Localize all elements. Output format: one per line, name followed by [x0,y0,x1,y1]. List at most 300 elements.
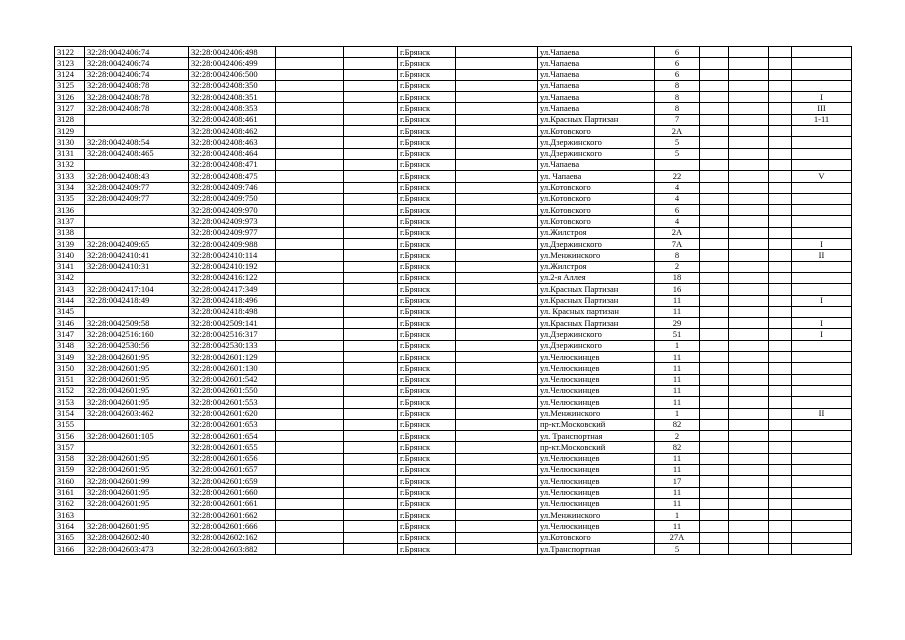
col-7-cell [456,159,538,170]
object-cadastral-number-cell: 32:28:0042418:496 [189,295,276,306]
col-4-cell [276,318,344,329]
table-row [55,329,852,340]
house-number-cell: 7 [655,114,700,125]
col-7-cell [456,521,538,532]
city-cell: г.Брянск [398,148,456,159]
city-cell: г.Брянск [398,385,456,396]
table-row [55,92,852,103]
table-row [55,69,852,80]
street-cell: ул.Красных Партизан [538,318,655,329]
col-5-cell [344,306,398,317]
object-cadastral-number-cell: 32:28:0042406:500 [189,69,276,80]
col-5-cell [344,318,398,329]
street-cell: ул.Котовского [538,216,655,227]
table-row [55,340,852,351]
unit-number-cell [792,80,852,91]
unit-number-cell: I [792,318,852,329]
col-10-cell [700,193,729,204]
street-cell: ул.Жилстроя [538,227,655,238]
street-cell: ул. Красных партизан [538,306,655,317]
col-7-cell [456,137,538,148]
house-number-cell: 6 [655,69,700,80]
row-number-cell: 3137 [55,216,85,227]
col-11-cell [729,295,769,306]
col-7-cell [456,476,538,487]
col-12-cell [769,408,792,419]
col-10-cell [700,408,729,419]
object-cadastral-number-cell: 32:28:0042601:656 [189,453,276,464]
city-cell: г.Брянск [398,137,456,148]
col-4-cell [276,340,344,351]
house-number-cell: 11 [655,385,700,396]
col-5-cell [344,352,398,363]
col-10-cell [700,510,729,521]
object-cadastral-number-cell: 32:28:0042418:498 [189,306,276,317]
street-cell: ул.Дзержинского [538,137,655,148]
col-10-cell [700,498,729,509]
row-number-cell: 3145 [55,306,85,317]
house-number-cell: 8 [655,80,700,91]
unit-number-cell [792,261,852,272]
col-11-cell [729,487,769,498]
col-11-cell [729,544,769,555]
col-7-cell [456,171,538,182]
row-number-cell: 3155 [55,419,85,430]
col-11-cell [729,498,769,509]
col-7-cell [456,510,538,521]
table-row [55,487,852,498]
table-row [55,261,852,272]
col-10-cell [700,205,729,216]
col-7-cell [456,148,538,159]
parcel-cadastral-number-cell: 32:28:0042417:104 [85,284,189,295]
row-number-cell: 3157 [55,442,85,453]
col-5-cell [344,329,398,340]
table-row [55,419,852,430]
street-cell: ул.Котовского [538,182,655,193]
col-4-cell [276,216,344,227]
col-7-cell [456,182,538,193]
col-4-cell [276,159,344,170]
object-cadastral-number-cell: 32:28:0042409:977 [189,227,276,238]
col-12-cell [769,148,792,159]
col-12-cell [769,159,792,170]
unit-number-cell [792,476,852,487]
col-11-cell [729,453,769,464]
col-10-cell [700,431,729,442]
object-cadastral-number-cell: 32:28:0042602:162 [189,532,276,543]
col-11-cell [729,329,769,340]
unit-number-cell [792,521,852,532]
object-cadastral-number-cell: 32:28:0042408:351 [189,92,276,103]
street-cell: ул.Челюскинцев [538,385,655,396]
city-cell: г.Брянск [398,261,456,272]
table-row [55,318,852,329]
col-10-cell [700,487,729,498]
col-4-cell [276,385,344,396]
city-cell: г.Брянск [398,193,456,204]
city-cell: г.Брянск [398,453,456,464]
col-5-cell [344,544,398,555]
table-row [55,182,852,193]
unit-number-cell [792,442,852,453]
house-number-cell: 6 [655,47,700,58]
street-cell: ул.Челюскинцев [538,397,655,408]
col-10-cell [700,137,729,148]
col-4-cell [276,487,344,498]
parcel-cadastral-number-cell: 32:28:0042408:78 [85,92,189,103]
col-10-cell [700,159,729,170]
street-cell: ул.2-я Аллея [538,272,655,283]
house-number-cell: 11 [655,363,700,374]
row-number-cell: 3159 [55,464,85,475]
object-cadastral-number-cell: 32:28:0042601:659 [189,476,276,487]
city-cell: г.Брянск [398,250,456,261]
col-4-cell [276,137,344,148]
city-cell: г.Брянск [398,284,456,295]
col-4-cell [276,239,344,250]
col-5-cell [344,340,398,351]
table-row [55,80,852,91]
row-number-cell: 3154 [55,408,85,419]
col-7-cell [456,464,538,475]
row-number-cell: 3162 [55,498,85,509]
street-cell: пр-кт.Московский [538,442,655,453]
street-cell: ул.Чапаева [538,103,655,114]
col-7-cell [456,442,538,453]
table-row [55,453,852,464]
unit-number-cell [792,126,852,137]
col-4-cell [276,69,344,80]
table-row [55,532,852,543]
col-7-cell [456,363,538,374]
house-number-cell: 82 [655,442,700,453]
col-12-cell [769,284,792,295]
parcel-cadastral-number-cell [85,126,189,137]
col-11-cell [729,47,769,58]
unit-number-cell [792,193,852,204]
row-number-cell: 3152 [55,385,85,396]
col-4-cell [276,374,344,385]
col-4-cell [276,148,344,159]
parcel-cadastral-number-cell [85,216,189,227]
col-5-cell [344,92,398,103]
col-4-cell [276,272,344,283]
row-number-cell: 3130 [55,137,85,148]
col-12-cell [769,126,792,137]
object-cadastral-number-cell: 32:28:0042601:655 [189,442,276,453]
col-10-cell [700,363,729,374]
street-cell: ул.Челюскинцев [538,363,655,374]
col-12-cell [769,510,792,521]
col-12-cell [769,385,792,396]
row-number-cell: 3129 [55,126,85,137]
parcel-cadastral-number-cell: 32:28:0042509:58 [85,318,189,329]
house-number-cell: 2А [655,227,700,238]
col-10-cell [700,171,729,182]
property-register-table [54,46,852,555]
table-row [55,521,852,532]
unit-number-cell [792,284,852,295]
row-number-cell: 3135 [55,193,85,204]
col-12-cell [769,329,792,340]
col-4-cell [276,363,344,374]
house-number-cell: 8 [655,92,700,103]
col-5-cell [344,510,398,521]
house-number-cell: 1 [655,340,700,351]
row-number-cell: 3164 [55,521,85,532]
table-row [55,306,852,317]
street-cell: ул.Котовского [538,126,655,137]
col-7-cell [456,544,538,555]
col-4-cell [276,284,344,295]
col-7-cell [456,58,538,69]
col-11-cell [729,352,769,363]
city-cell: г.Брянск [398,442,456,453]
city-cell: г.Брянск [398,69,456,80]
street-cell: ул.Чапаева [538,69,655,80]
house-number-cell: 7А [655,239,700,250]
col-5-cell [344,476,398,487]
col-11-cell [729,205,769,216]
object-cadastral-number-cell: 32:28:0042601:666 [189,521,276,532]
street-cell: пр-кт.Московский [538,419,655,430]
house-number-cell: 11 [655,352,700,363]
table-row [55,227,852,238]
col-5-cell [344,216,398,227]
object-cadastral-number-cell: 32:28:0042409:973 [189,216,276,227]
table-row [55,126,852,137]
city-cell: г.Брянск [398,47,456,58]
col-4-cell [276,182,344,193]
house-number-cell: 4 [655,216,700,227]
col-11-cell [729,114,769,125]
unit-number-cell [792,182,852,193]
col-10-cell [700,306,729,317]
unit-number-cell [792,419,852,430]
house-number-cell: 11 [655,306,700,317]
unit-number-cell [792,510,852,521]
col-5-cell [344,532,398,543]
col-5-cell [344,397,398,408]
table-row [55,171,852,182]
row-number-cell: 3147 [55,329,85,340]
parcel-cadastral-number-cell: 32:28:0042601:95 [85,453,189,464]
col-5-cell [344,250,398,261]
street-cell: ул.Котовского [538,193,655,204]
street-cell: ул.Челюскинцев [538,521,655,532]
street-cell: ул. Чапаева [538,171,655,182]
col-11-cell [729,148,769,159]
table-row [55,284,852,295]
city-cell: г.Брянск [398,329,456,340]
city-cell: г.Брянск [398,363,456,374]
row-number-cell: 3131 [55,148,85,159]
col-5-cell [344,521,398,532]
col-11-cell [729,374,769,385]
house-number-cell: 11 [655,295,700,306]
city-cell: г.Брянск [398,92,456,103]
row-number-cell: 3136 [55,205,85,216]
parcel-cadastral-number-cell: 32:28:0042408:43 [85,171,189,182]
house-number-cell: 11 [655,374,700,385]
col-11-cell [729,103,769,114]
object-cadastral-number-cell: 32:28:0042601:620 [189,408,276,419]
col-12-cell [769,521,792,532]
col-12-cell [769,442,792,453]
street-cell: ул.Красных Партизан [538,114,655,125]
col-4-cell [276,261,344,272]
col-11-cell [729,318,769,329]
col-12-cell [769,453,792,464]
col-5-cell [344,171,398,182]
street-cell: ул.Красных Партизан [538,295,655,306]
house-number-cell: 4 [655,182,700,193]
unit-number-cell: I [792,239,852,250]
col-7-cell [456,126,538,137]
col-7-cell [456,498,538,509]
object-cadastral-number-cell: 32:28:0042408:353 [189,103,276,114]
col-11-cell [729,532,769,543]
table-row [55,295,852,306]
col-4-cell [276,171,344,182]
col-10-cell [700,476,729,487]
col-5-cell [344,227,398,238]
object-cadastral-number-cell: 32:28:0042409:988 [189,239,276,250]
unit-number-cell [792,352,852,363]
row-number-cell: 3153 [55,397,85,408]
table-row [55,498,852,509]
col-12-cell [769,544,792,555]
table-row [55,476,852,487]
col-11-cell [729,431,769,442]
col-11-cell [729,397,769,408]
house-number-cell: 8 [655,103,700,114]
col-7-cell [456,419,538,430]
object-cadastral-number-cell: 32:28:0042410:192 [189,261,276,272]
col-12-cell [769,227,792,238]
unit-number-cell [792,498,852,509]
unit-number-cell: I [792,295,852,306]
street-cell: ул.Челюскинцев [538,498,655,509]
col-7-cell [456,306,538,317]
col-11-cell [729,58,769,69]
col-12-cell [769,114,792,125]
parcel-cadastral-number-cell: 32:28:0042603:462 [85,408,189,419]
col-10-cell [700,532,729,543]
city-cell: г.Брянск [398,476,456,487]
col-11-cell [729,216,769,227]
house-number-cell: 11 [655,397,700,408]
parcel-cadastral-number-cell: 32:28:0042601:105 [85,431,189,442]
city-cell: г.Брянск [398,464,456,475]
col-5-cell [344,295,398,306]
parcel-cadastral-number-cell: 32:28:0042409:77 [85,182,189,193]
parcel-cadastral-number-cell: 32:28:0042409:65 [85,239,189,250]
col-4-cell [276,47,344,58]
object-cadastral-number-cell: 32:28:0042601:653 [189,419,276,430]
col-11-cell [729,126,769,137]
table-row [55,272,852,283]
col-7-cell [456,385,538,396]
col-4-cell [276,442,344,453]
table-row [55,510,852,521]
col-12-cell [769,295,792,306]
col-12-cell [769,80,792,91]
city-cell: г.Брянск [398,521,456,532]
col-11-cell [729,80,769,91]
col-5-cell [344,284,398,295]
col-11-cell [729,521,769,532]
col-12-cell [769,340,792,351]
row-number-cell: 3161 [55,487,85,498]
col-11-cell [729,227,769,238]
col-7-cell [456,69,538,80]
col-11-cell [729,442,769,453]
street-cell: ул.Чапаева [538,159,655,170]
object-cadastral-number-cell: 32:28:0042601:662 [189,510,276,521]
unit-number-cell [792,159,852,170]
col-4-cell [276,464,344,475]
col-12-cell [769,193,792,204]
parcel-cadastral-number-cell: 32:28:0042601:95 [85,487,189,498]
col-12-cell [769,103,792,114]
parcel-cadastral-number-cell [85,306,189,317]
parcel-cadastral-number-cell: 32:28:0042602:40 [85,532,189,543]
row-number-cell: 3138 [55,227,85,238]
col-11-cell [729,464,769,475]
city-cell: г.Брянск [398,295,456,306]
street-cell: ул.Челюскинцев [538,374,655,385]
col-5-cell [344,159,398,170]
object-cadastral-number-cell: 32:28:0042601:130 [189,363,276,374]
unit-number-cell [792,227,852,238]
house-number-cell: 11 [655,498,700,509]
house-number-cell: 11 [655,453,700,464]
unit-number-cell: I [792,329,852,340]
table-row [55,47,852,58]
col-5-cell [344,137,398,148]
table-row [55,442,852,453]
city-cell: г.Брянск [398,216,456,227]
col-12-cell [769,464,792,475]
col-12-cell [769,476,792,487]
parcel-cadastral-number-cell [85,510,189,521]
col-7-cell [456,487,538,498]
col-5-cell [344,363,398,374]
parcel-cadastral-number-cell: 32:28:0042601:95 [85,521,189,532]
col-4-cell [276,476,344,487]
row-number-cell: 3133 [55,171,85,182]
parcel-cadastral-number-cell: 32:28:0042516:160 [85,329,189,340]
col-10-cell [700,216,729,227]
city-cell: г.Брянск [398,159,456,170]
table-row [55,464,852,475]
parcel-cadastral-number-cell: 32:28:0042603:473 [85,544,189,555]
row-number-cell: 3158 [55,453,85,464]
street-cell: ул.Менжинского [538,408,655,419]
col-4-cell [276,92,344,103]
object-cadastral-number-cell: 32:28:0042601:654 [189,431,276,442]
col-5-cell [344,385,398,396]
object-cadastral-number-cell: 32:28:0042408:463 [189,137,276,148]
row-number-cell: 3127 [55,103,85,114]
city-cell: г.Брянск [398,408,456,419]
col-12-cell [769,171,792,182]
street-cell: ул.Красных Партизан [538,284,655,295]
col-7-cell [456,227,538,238]
row-number-cell: 3139 [55,239,85,250]
